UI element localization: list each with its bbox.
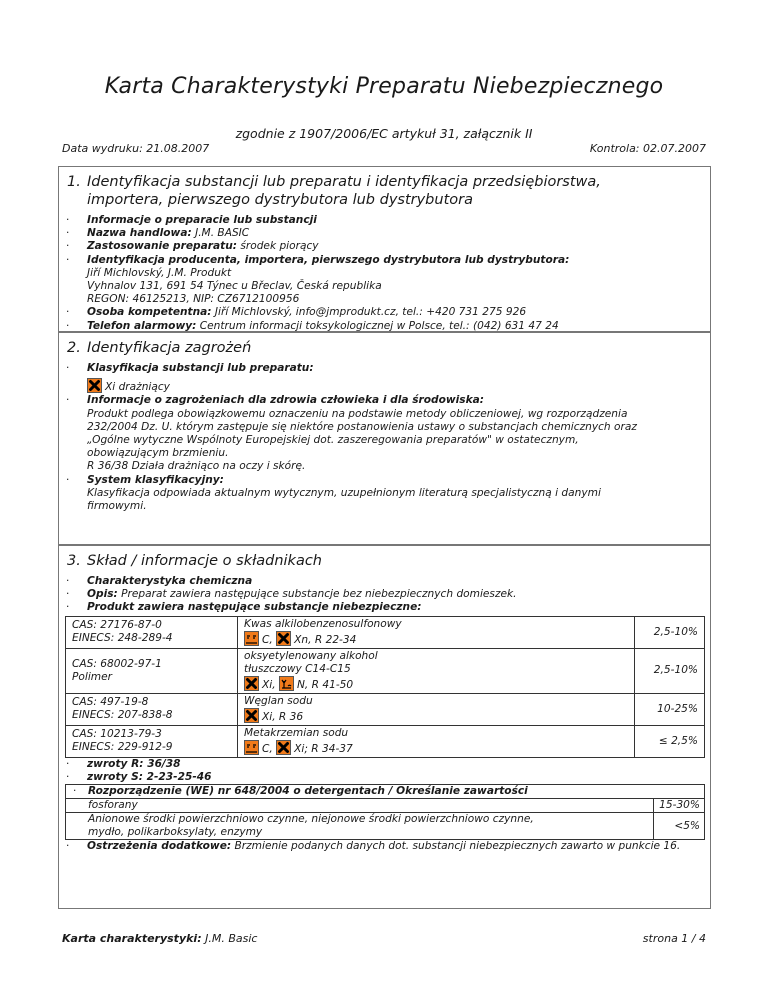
footer-document-name: Karta charakterystyki: J.M. Basic (62, 932, 258, 945)
list-item: · Informacje o preparacie lub substancji (59, 214, 710, 227)
section-1-heading (67, 173, 710, 209)
detergent-regulation-table (65, 784, 705, 840)
list-item: · Informacje o zagrożeniach dla zdrowia człowieka i dla środowiska: Produkt podlega obowiązkowemu oznaczeniu na podstawie metody obliczeniowej, wg rozporządzenia 232/2004 Dz. U. którym zastępuje się niektóre postanowienia ustawy o substancjach chemicznych oraz „Ogólne wytyczne Wspólnoty Europejskiej dot. zaszeregowania preparatów" w ostatecznym, obowiązującym brzmieniu. R 36/38 Działa drażniąco na oczy i skórę. (59, 394, 710, 473)
list-item: · Opis: Preparat zawiera następujące substancje bez niebezpiecznych domieszek. (59, 588, 710, 601)
list-item: · Zastosowanie preparatu: środek piorący (59, 240, 710, 253)
section-title: Identyfikacja substancji lub preparatu i identyfikacja przedsiębiorstwa, (87, 174, 601, 190)
list-item: · Produkt zawiera następujące substancje niebezpieczne: CAS: 27176-87-0 EINECS: 248-289-4 Kwas alkilobenzenosulfonowy C, Xn, R 22-34 2,5-10% CAS: 68002-97-1 Polimer oksyetylenowany alkohol tłuszczowy C14-C15 Xi, N, R 41-50 2,5-10% CAS: 497-19-8 EINECS: 207-838-8 Węglan sodu Xi, R 36 10-25% CAS: 10213-79-3 EINECS: 229-912-9 Metakrzemian sodu C, Xi; R 34-37 ≤ 2,5% (59, 601, 710, 757)
table-row: · Rozporządzenie (WE) nr 648/2004 o detergentach / Określanie zawartości (66, 785, 705, 799)
list-item: · Charakterystyka chemiczna (59, 575, 710, 588)
r-phrases: · zwroty R: 36/38 (59, 758, 710, 771)
section-3-heading: 3. Skład / informacje o składnikach (67, 553, 323, 569)
irritant-hazard-icon (244, 708, 259, 723)
irritant-hazard-icon (87, 378, 102, 393)
print-date: Data wydruku: 21.08.2007 (62, 142, 210, 155)
table-row: CAS: 68002-97-1 Polimer oksyetylenowany alkohol tłuszczowy C14-C15 Xi, N, R 41-50 2,5-10% (66, 648, 705, 693)
safety-data-sheet (58, 166, 711, 909)
producer-name: Jiří Michlovský, J.M. Produkt (87, 266, 232, 279)
table-row: Anionowe środki powierzchniowo czynne, niejonowe środki powierzchniowo czynne, mydło, polikarboksylaty, enzymy <5% (66, 813, 705, 840)
corrosive-hazard-icon (244, 631, 259, 646)
section-3 (59, 546, 710, 908)
producer-ids: REGON: 46125213, NIP: CZ6712100956 (87, 293, 300, 306)
corrosive-hazard-icon (244, 740, 259, 755)
additional-warnings: · Ostrzeżenia dodatkowe: Brzmienie podanych danych dot. substancji niebezpiecznych zawarto w punkcie 16. (59, 840, 710, 853)
section-2-heading: 2. Identyfikacja zagrożeń (67, 340, 252, 356)
s-phrases: · zwroty S: 2-23-25-46 · Rozporządzenie (WE) nr 648/2004 o detergentach / Określanie zawartości fosforany 15-30% Anionowe środki powierzchniowo czynne, niejonowe środki powierzchniowo czynne, mydło, polikarboksylaty, enzymy <5% (59, 771, 710, 840)
list-item: · Telefon alarmowy: Centrum informacji toksykologicznej w Polsce, tel.: (042) 631 47 24 (59, 320, 710, 333)
section-title-cont: importera, pierwszego dystrybutora lub dystrybutora (87, 192, 473, 208)
document-title: Karta Charakterystyki Preparatu Niebezpiecznego (104, 74, 664, 99)
environment-hazard-icon (279, 676, 294, 691)
table-row: CAS: 497-19-8 EINECS: 207-838-8 Węglan sodu Xi, R 36 10-25% (66, 693, 705, 725)
irritant-hazard-icon (276, 740, 291, 755)
hazardous-substances-table (65, 616, 705, 758)
irritant-hazard-icon (244, 676, 259, 691)
table-row: CAS: 10213-79-3 EINECS: 229-912-9 Metakrzemian sodu C, Xi; R 34-37 ≤ 2,5% (66, 725, 705, 757)
list-item: · Identyfikacja producenta, importera, pierwszego dystrybutora lub dystrybutora: Jiří Michlovský, J.M. Produkt Vyhnalov 131, 691 54 Týnec u Břeclav, Česká republika REGON: 46125213, NIP: CZ6712100956 (59, 254, 710, 307)
page-number: strona 1 / 4 (642, 932, 706, 945)
producer-address: Vyhnalov 131, 691 54 Týnec u Břeclav, Česká republika (87, 280, 382, 293)
section-number: 1. (67, 174, 81, 190)
list-item: · System klasyfikacyjny: Klasyfikacja odpowiada aktualnym wytycznym, uzupełnionym literaturą specjalistyczną i danymi firmowymi. (59, 474, 710, 514)
list-item: · Nazwa handlowa: J.M. BASIC (59, 227, 710, 240)
list-item: · Osoba kompetentna: Jiří Michlovský, info@jmprodukt.cz, tel.: +420 731 275 926 (59, 306, 710, 319)
review-date: Kontrola: 02.07.2007 (589, 142, 706, 155)
document-subtitle: zgodnie z 1907/2006/EC artykuł 31, załącznik II (235, 126, 533, 141)
harmful-hazard-icon (276, 631, 291, 646)
section-1 (59, 167, 710, 333)
table-row: fosforany 15-30% (66, 799, 705, 813)
section-2 (59, 333, 710, 546)
table-row: CAS: 27176-87-0 EINECS: 248-289-4 Kwas alkilobenzenosulfonowy C, Xn, R 22-34 2,5-10% (66, 616, 705, 648)
list-item: · Klasyfikacja substancji lub preparatu: Xi drażniący (59, 362, 710, 394)
